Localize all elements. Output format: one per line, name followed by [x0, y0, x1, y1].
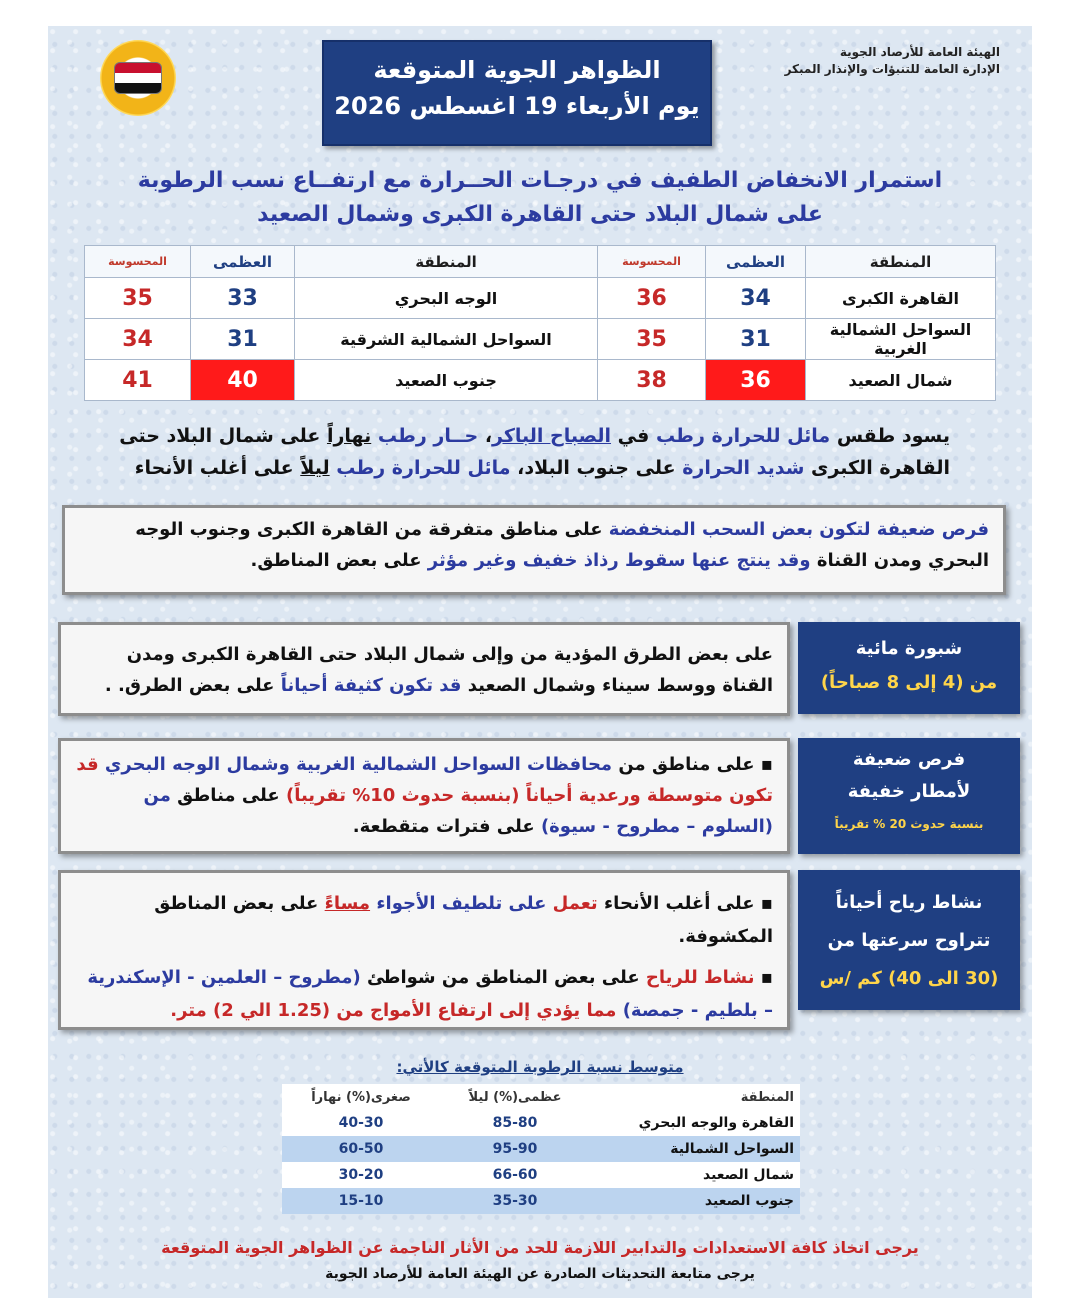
- region-cell: شمال الصعيد: [590, 1162, 800, 1188]
- summary-text: على جنوب البلاد،: [517, 457, 676, 479]
- summary-highlight: مائل للحرارة رطب: [336, 457, 511, 479]
- region-cell: شمال الصعيد: [806, 360, 996, 401]
- header-region: المنطقة: [806, 246, 996, 278]
- min-humidity-cell: 60-50: [282, 1136, 440, 1162]
- min-humidity-cell: 30-20: [282, 1162, 440, 1188]
- bullet-icon: ▪: [760, 754, 773, 775]
- min-humidity-cell: 15-10: [282, 1188, 440, 1214]
- temperature-table: [84, 245, 996, 401]
- wind-text: على بعض المناطق من شواطئ: [367, 967, 640, 988]
- forecast-date: يوم الأربعاء 19 اغسطس 2026: [334, 92, 700, 120]
- header-region-2: المنطقة: [295, 246, 598, 278]
- rain-text: على مناطق: [177, 785, 280, 806]
- header-feel-2: المحسوسة: [85, 246, 191, 278]
- region-cell: الوجه البحري: [295, 278, 598, 319]
- summary-text: في: [617, 425, 650, 447]
- summary-highlight: شديد الحرارة: [682, 457, 805, 479]
- headline: [100, 164, 980, 232]
- header-max-2: العظمى: [191, 246, 295, 278]
- summary-text: على شمال البلاد حتى القاهرة الكبرى: [119, 425, 950, 479]
- wind-alert: مما يؤدي إلى ارتفاع الأمواج من (1.25 الي 2) متر.: [170, 1000, 617, 1021]
- headline-line-1: استمرار الانخفاض الطفيف في درجـات الحــرارة مع ارتفــاع نسب الرطوبة: [137, 168, 943, 193]
- header-min-humidity: صغرى(%) نهاراً: [282, 1084, 440, 1110]
- table-row: [282, 1136, 800, 1162]
- max-cell-highlight: 36: [706, 360, 806, 401]
- summary-text: نهاراً: [326, 425, 372, 447]
- fog-text: على بعض الطرق. .: [104, 675, 275, 696]
- fog-tag-time: من (4 إلى 8 صباحاً): [820, 672, 998, 693]
- region-cell: جنوب الصعيد: [590, 1188, 800, 1214]
- feel-cell: 38: [598, 360, 706, 401]
- wind-line-b: [75, 961, 773, 1027]
- rain-tag-probability: بنسبة حدوث 20 % تقريباً: [834, 817, 984, 831]
- table-row: [85, 360, 996, 401]
- summary-text: على أغلب الأنحاء: [134, 457, 294, 479]
- agency-header: [740, 44, 1000, 78]
- fog-box: [58, 622, 790, 716]
- table-row: [282, 1110, 800, 1136]
- summary-text: ليلاً: [300, 457, 330, 479]
- summary-text: ،: [484, 425, 493, 447]
- header-max: العظمى: [706, 246, 806, 278]
- clouds-box: [62, 505, 1006, 595]
- fog-tag: [798, 622, 1020, 714]
- humidity-title: متوسط نسبة الرطوبة المتوقعة كالأتي:: [396, 1058, 684, 1076]
- agency-department: الإدارة العامة للتنبؤات والإنذار المبكر: [784, 62, 1000, 76]
- bullet-icon: ▪: [760, 893, 773, 914]
- max-humidity-cell: 95-90: [440, 1136, 590, 1162]
- title-banner: [322, 40, 712, 146]
- wind-text: على بعض المناطق المكشوفة.: [154, 893, 773, 947]
- agency-name: الهيئة العامة للأرصاد الجوية: [839, 45, 1000, 59]
- table-row: [85, 319, 996, 360]
- rain-tag: [798, 738, 1020, 854]
- max-humidity-cell: 85-80: [440, 1110, 590, 1136]
- headline-line-2: على شمال البلاد حتى القاهرة الكبرى وشمال الصعيد: [257, 202, 823, 227]
- ema-logo-icon: [100, 40, 176, 116]
- header-feel: المحسوسة: [598, 246, 706, 278]
- summary-text: يسود طقس: [836, 425, 950, 447]
- region-cell: جنوب الصعيد: [295, 360, 598, 401]
- max-humidity-cell: 66-60: [440, 1162, 590, 1188]
- rain-alert: قد تكون متوسطة ورعدية أحياناً (بنسبة حدوث 10% تقريباً): [76, 754, 773, 806]
- temperature-table-header: [85, 246, 996, 278]
- wind-tag-line-1: نشاط رياح أحياناً: [835, 892, 983, 913]
- table-row: [85, 278, 996, 319]
- feel-cell: 35: [598, 319, 706, 360]
- summary-highlight: حــار رطب: [377, 425, 479, 447]
- rain-text: على مناطق من: [618, 754, 755, 775]
- max-cell: 31: [191, 319, 295, 360]
- max-cell: 31: [706, 319, 806, 360]
- summary-highlight: الصباح الباكر: [492, 425, 612, 447]
- humidity-table-header: [282, 1084, 800, 1110]
- max-cell: 33: [191, 278, 295, 319]
- footer-advisory: يرجى اتخاذ كافة الاستعدادات والتدابير اللازمة للحد من الأثار الناجمة عن الظواهر الجوية المتوقعة: [161, 1238, 919, 1257]
- fog-highlight: قد تكون كثيفة أحياناً: [280, 675, 462, 696]
- bullet-icon: ▪: [760, 967, 773, 988]
- summary-highlight: مائل للحرارة رطب: [655, 425, 831, 447]
- rain-highlight: من (السلوم – مطروح - سيوة): [143, 785, 773, 837]
- wind-line-a: [75, 887, 773, 953]
- feel-cell: 34: [85, 319, 191, 360]
- fog-tag-title: شبورة مائية: [855, 638, 963, 659]
- rain-highlight: محافظات السواحل الشمالية الغربية وشمال الوجه البحري: [104, 754, 613, 775]
- feel-cell: 35: [85, 278, 191, 319]
- wind-box: [58, 870, 790, 1030]
- wind-text: على أغلب الأنحاء: [603, 893, 755, 914]
- rain-tag-line-1: فرص ضعيفة: [852, 749, 966, 770]
- weather-summary: [90, 420, 950, 484]
- wind-highlight: على تلطيف الأجواء: [376, 893, 547, 914]
- min-humidity-cell: 40-30: [282, 1110, 440, 1136]
- wind-highlight: (مطروح – العلمين - الإسكندرية – بلطيم - جمصة): [87, 967, 773, 1021]
- rain-box: [58, 738, 790, 854]
- humidity-table: [282, 1084, 800, 1214]
- region-cell: السواحل الشمالية الشرقية: [295, 319, 598, 360]
- footer-follow-updates: يرجى متابعة التحديثات الصادرة عن الهيئة العامة للأرصاد الجوية: [325, 1266, 755, 1282]
- wind-alert: مساءً: [324, 893, 371, 914]
- region-cell: القاهرة الكبرى: [806, 278, 996, 319]
- table-row: [282, 1188, 800, 1214]
- max-humidity-cell: 35-30: [440, 1188, 590, 1214]
- wind-tag-line-2: تتراوح سرعتها من: [827, 930, 991, 951]
- clouds-highlight: وقد ينتج عنها سقوط رذاذ خفيف وغير مؤثر: [427, 550, 811, 571]
- wind-alert: تعمل: [552, 893, 598, 914]
- wind-alert: نشاط للرياح: [645, 967, 755, 988]
- header-region: المنطقة: [590, 1084, 800, 1110]
- fog-text: على بعض الطرق المؤدية من وإلى شمال البلاد حتى القاهرة الكبرى ومدن القناة ووسط سيناء وشمال الصعيد: [126, 644, 773, 696]
- wind-tag: [798, 870, 1020, 1010]
- page-title: الظواهر الجوية المتوقعة: [373, 56, 661, 84]
- clouds-text: على مناطق متفرقة من القاهرة الكبرى وجنوب الوجه البحري ومدن القناة: [135, 519, 989, 571]
- max-cell-highlight: 40: [191, 360, 295, 401]
- rain-text: على فترات متقطعة.: [352, 816, 535, 837]
- feel-cell: 36: [598, 278, 706, 319]
- region-cell: السواحل الشمالية: [590, 1136, 800, 1162]
- region-cell: السواحل الشمالية الغربية: [806, 319, 996, 360]
- clouds-highlight: فرص ضعيفة لتكون بعض السحب المنخفضة: [608, 519, 989, 540]
- region-cell: القاهرة والوجه البحري: [590, 1110, 800, 1136]
- table-row: [282, 1162, 800, 1188]
- rain-tag-line-2: لأمطار خفيفة: [847, 781, 971, 802]
- max-cell: 34: [706, 278, 806, 319]
- wind-tag-speed: (30 الى 40) كم /س: [819, 968, 999, 989]
- clouds-text: على بعض المناطق.: [250, 550, 422, 571]
- feel-cell: 41: [85, 360, 191, 401]
- header-max-humidity: عظمى(%) ليلاً: [440, 1084, 590, 1110]
